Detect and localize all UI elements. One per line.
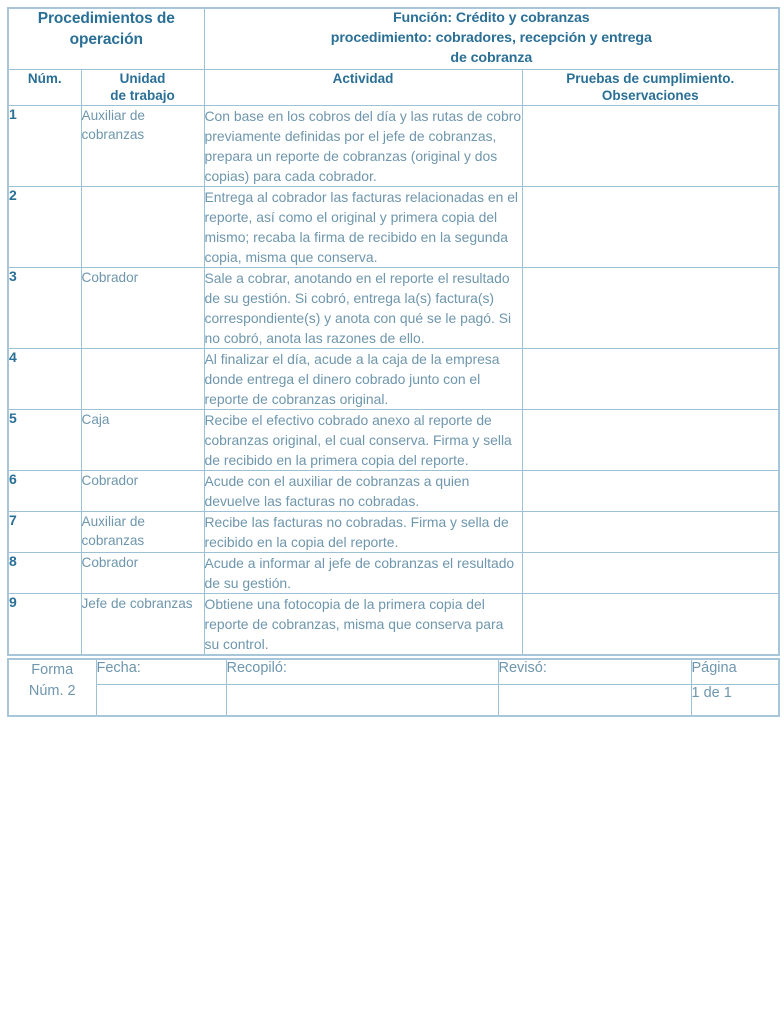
form-number-line2: Núm. 2 — [28, 682, 76, 699]
table-row — [8, 267, 779, 348]
row-number: 3 — [8, 267, 81, 348]
row-number: 7 — [8, 512, 81, 553]
row-number: 8 — [8, 553, 81, 594]
row-observations — [522, 267, 779, 348]
form-footer-table — [7, 658, 780, 717]
recopilo-label: Recopiló: — [226, 659, 498, 685]
column-header-activity: Actividad — [204, 69, 522, 105]
row-work-unit: Cobrador — [81, 553, 204, 594]
table-row — [8, 471, 779, 512]
row-activity: Obtiene una fotocopia de la primera copia del reporte de cobranzas, misma que conserva para su control. — [204, 594, 522, 656]
row-observations — [522, 512, 779, 553]
row-observations — [522, 409, 779, 470]
column-header-num: Núm. — [8, 69, 81, 105]
pagina-label: Página — [691, 659, 779, 685]
row-work-unit: Caja — [81, 409, 204, 470]
row-activity: Acude a informar al jefe de cobranzas el resultado de su gestión. — [204, 553, 522, 594]
row-activity: Acude con el auxiliar de cobranzas a quien devuelve las facturas no cobradas. — [204, 471, 522, 512]
column-header-unit — [81, 69, 204, 105]
row-observations — [522, 105, 779, 186]
document-right-title — [204, 8, 779, 69]
column-header-obs-line1: Pruebas de cumplimiento. — [566, 70, 735, 86]
table-row — [8, 105, 779, 186]
row-observations — [522, 348, 779, 409]
fecha-value[interactable] — [96, 685, 226, 717]
row-work-unit: Auxiliar de cobranzas — [81, 512, 204, 553]
procedure-table — [7, 7, 780, 656]
form-number-cell — [8, 659, 96, 716]
function-title-line2: procedimiento: cobradores, recepción y entrega — [330, 29, 652, 46]
row-observations — [522, 594, 779, 656]
row-number: 1 — [8, 105, 81, 186]
row-activity: Al finalizar el día, acude a la caja de la empresa donde entrega el dinero cobrado junto con el reporte de cobranzas original. — [204, 348, 522, 409]
row-observations — [522, 186, 779, 267]
reviso-value[interactable] — [498, 685, 691, 717]
table-row — [8, 594, 779, 656]
row-observations — [522, 471, 779, 512]
reviso-label: Revisó: — [498, 659, 691, 685]
row-number: 2 — [8, 186, 81, 267]
fecha-label: Fecha: — [96, 659, 226, 685]
row-work-unit: Cobrador — [81, 471, 204, 512]
column-header-row — [8, 69, 779, 105]
row-work-unit: Auxiliar de cobranzas — [81, 105, 204, 186]
pagina-value: 1 de 1 — [691, 685, 779, 717]
row-activity: Recibe las facturas no cobradas. Firma y sella de recibido en la copia del reporte. — [204, 512, 522, 553]
row-number: 5 — [8, 409, 81, 470]
column-header-obs-line2: Observaciones — [601, 88, 699, 104]
table-row — [8, 409, 779, 470]
column-header-unit-line1: Unidad — [119, 70, 166, 86]
function-title-line3: de cobranza — [450, 49, 533, 66]
table-row — [8, 553, 779, 594]
row-observations — [522, 553, 779, 594]
function-title-line1: Función: Crédito y cobranzas — [392, 10, 590, 26]
document-title-row — [8, 8, 779, 69]
row-number: 9 — [8, 594, 81, 656]
row-work-unit — [81, 186, 204, 267]
document-left-title: Procedimientos de operación — [8, 8, 204, 69]
row-activity: Recibe el efectivo cobrado anexo al reporte de cobranzas original, el cual conserva. Firma y sella de recibido en la primera copia del reporte. — [204, 409, 522, 470]
table-row — [8, 186, 779, 267]
row-activity: Sale a cobrar, anotando en el reporte el resultado de su gestión. Si cobró, entrega la(s) factura(s) correspondiente(s) y anota con qué se le pagó. Si no cobró, anota las razones de ello. — [204, 267, 522, 348]
recopilo-value[interactable] — [226, 685, 498, 717]
row-work-unit — [81, 348, 204, 409]
column-header-unit-line2: de trabajo — [110, 88, 175, 104]
table-row — [8, 512, 779, 553]
row-work-unit: Cobrador — [81, 267, 204, 348]
row-number: 4 — [8, 348, 81, 409]
row-number: 6 — [8, 471, 81, 512]
row-activity: Entrega al cobrador las facturas relacionadas en el reporte, así como el original y primera copia del mismo; recaba la firma de recibido en la segunda copia, misma que conserva. — [204, 186, 522, 267]
footer-label-row — [8, 659, 779, 685]
row-activity: Con base en los cobros del día y las rutas de cobro previamente definidas por el jefe de cobranzas, prepara un reporte de cobranzas (original y dos copias) para cada cobrador. — [204, 105, 522, 186]
footer-value-row — [8, 685, 779, 717]
row-work-unit: Jefe de cobranzas — [81, 594, 204, 656]
form-number-line1: Forma — [31, 662, 74, 679]
table-row — [8, 348, 779, 409]
column-header-observations — [522, 69, 779, 105]
